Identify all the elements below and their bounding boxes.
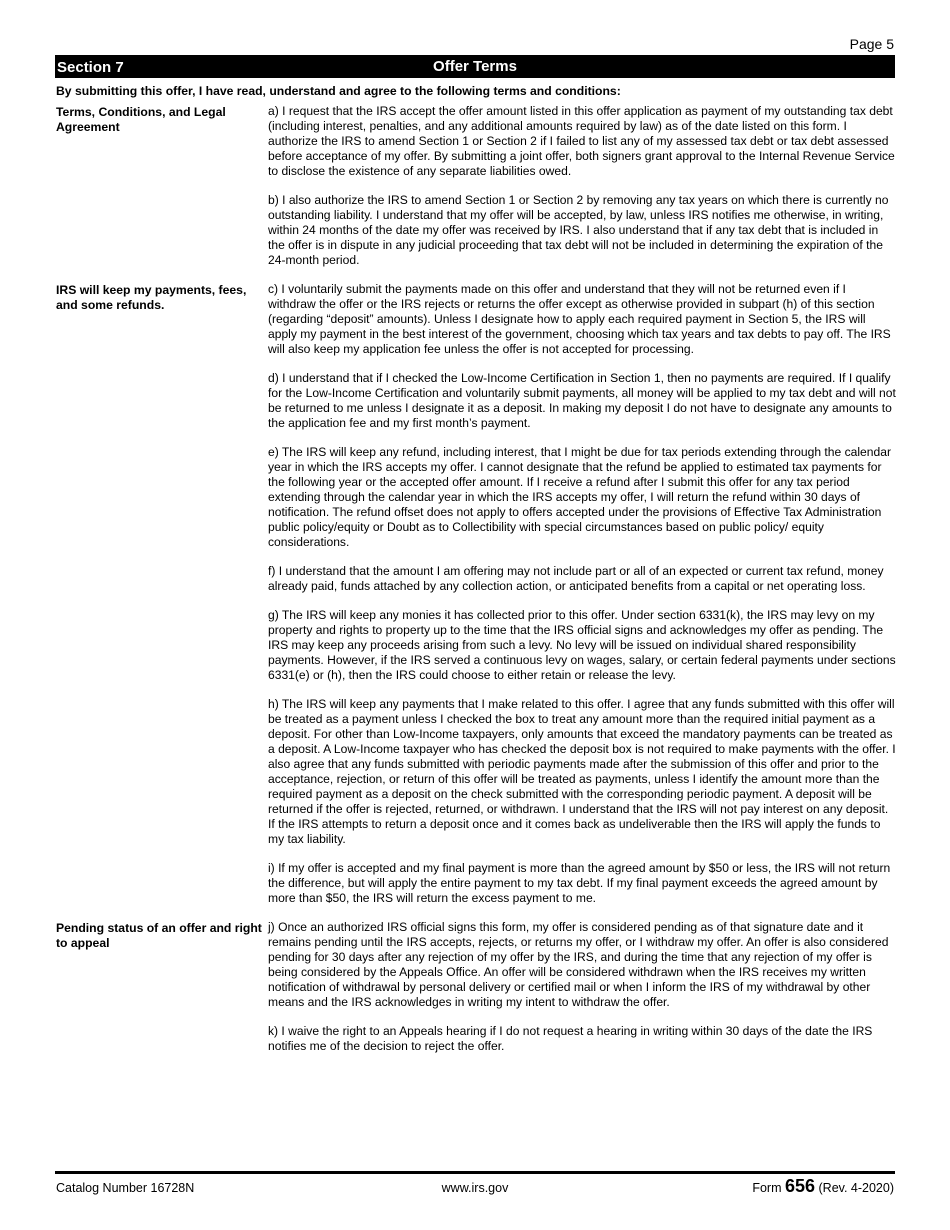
- website-link[interactable]: www.irs.gov: [441, 1181, 509, 1195]
- form-identifier: [752, 1176, 894, 1197]
- group-label: Terms, Conditions, and Legal Agreement: [56, 105, 226, 134]
- group-label: Pending status of an offer and right to appeal: [56, 921, 262, 950]
- terms-group-legal-agreement: [56, 104, 896, 282]
- footer-divider: [55, 1171, 895, 1174]
- term-paragraph-k: k) I waive the right to an Appeals hearing if I do not request a hearing in writing within 30 days of the date the IRS notifies me of the decision to reject the offer.: [268, 1024, 873, 1053]
- term-paragraph-e: e) The IRS will keep any refund, including interest, that I might be due for tax periods extending through the calendar year in which the IRS accepts my offer. I cannot designate that the refund be applied to estimated tax payments for the following year or the accepted offer amount. If I receive a refund after I submit this offer for any tax period extending through the calendar year in which the IRS accepts my offer, I will return the refund within 30 days of notification. The refund offset does not apply to offers accepted under the provisions of Effective Tax Administration public policy/equity or Doubt as to Collectibility with special circumstances based on public policy/ equity considerations.: [268, 445, 891, 549]
- term-paragraph-d: d) I understand that if I checked the Low-Income Certification in Section 1, then no payments are required. If I qualify for the Low-Income Certification and voluntarily submit payments, all money will be applied to my tax debt and will not be returned to me unless I designate it as a deposit. In making my deposit I do not have to designate any amounts to the application fee and my first month’s payment.: [268, 371, 896, 430]
- term-paragraph-j: j) Once an authorized IRS official signs this form, my offer is considered pending as of that signature date and it remains pending until the IRS accepts, rejects, or returns my offer, or I withdraw my offer. An offer is also considered pending for 30 days after any rejection of my offer by the IRS, and during the time that any rejection of my offer is being considered by the Appeals Office. An offer will be considered withdrawn when the IRS receives my written notification of withdrawal by personal delivery or certified mail or when I inform the IRS of my withdrawal by other means and the IRS acknowledges in writing my intent to withdraw the offer.: [268, 920, 889, 1009]
- term-paragraph-b: b) I also authorize the IRS to amend Section 1 or Section 2 by removing any tax years on which there is currently no outstanding liability. I understand that my offer will be accepted, by law, unless IRS notifies me otherwise, in writing, within 24 months of the date my offer was received by IRS. I also understand that if any tax debt that is included in the offer is in dispute in any judicial proceeding that tax debt will not be included in determining the expiration of the 24-month period.: [268, 193, 889, 267]
- page-footer: [56, 1176, 894, 1198]
- offer-terms-content: [56, 104, 896, 1068]
- term-paragraph-g: g) The IRS will keep any monies it has collected prior to this offer. Under section 6331(k), the IRS may levy on my property and rights to property up to the time that the IRS official signs and acknowledges my offer as pending. The IRS may keep any proceeds arising from such a levy. No levy will be issued on individual shared responsibility payments. However, if the IRS served a continuous levy on wages, salary, or certain federal payments under sections 6331(e) or (h), then the IRS could choose to either retain or release the levy.: [268, 608, 896, 682]
- group-body: [268, 282, 896, 920]
- intro-statement: By submitting this offer, I have read, understand and agree to the following terms and conditions:: [56, 84, 621, 98]
- group-label: IRS will keep my payments, fees, and some refunds.: [56, 283, 247, 312]
- section-label: Section 7: [57, 59, 124, 76]
- terms-group-pending-status-appeal: [56, 920, 896, 1068]
- term-paragraph-h: h) The IRS will keep any payments that I make related to this offer. I agree that any funds submitted with this offer will be treated as a payment unless I checked the box to treat any amount more than the required initial payment as a deposit. For other than Low-Income taxpayers, only amounts that exceed the mandatory payments can be treated as a deposit. A Low-Income taxpayer who has checked the deposit box is not required to make payments with the offer. I also agree that any funds submitted with periodic payments made after the submission of this offer and prior to the acceptance, rejection, or return of this offer will be treated as payments, unless I identify the amount more than the required payment as a deposit on the check submitted with the corresponding periodic payment. A deposit will be returned if the offer is rejected, returned, or withdrawn. I understand that the IRS will not pay interest on any deposit. If the IRS attempts to return a deposit once and it comes back as undeliverable then the IRS will apply the funds to my tax liability.: [268, 697, 896, 846]
- form-number: 656: [784, 1176, 816, 1196]
- catalog-number: Catalog Number 16728N: [56, 1181, 195, 1195]
- page-number: Page 5: [849, 36, 894, 52]
- form-revision: (Rev. 4-2020): [818, 1181, 894, 1195]
- group-body: [268, 920, 896, 1068]
- form-prefix: Form: [752, 1181, 782, 1195]
- term-paragraph-i: i) If my offer is accepted and my final payment is more than the agreed amount by $50 or less, the IRS will not return the difference, but will apply the entire payment to my tax debt. If my final payment exceeds the agreed amount by more than $50, the IRS will return the excess payment to me.: [268, 861, 891, 905]
- group-body: [268, 104, 896, 282]
- section-header-bar: [55, 55, 895, 78]
- term-paragraph-a: a) I request that the IRS accept the offer amount listed in this offer application as payment of my outstanding tax debt (including interest, penalties, and any additional amounts required by law) as of the date listed on this form. I authorize the IRS to amend Section 1 or Section 2 if I failed to list any of my assessed tax debt or tax debt assessed before acceptance of my offer. By submitting a joint offer, both signers grant approval to the Internal Revenue Service to disclose the existence of any separate liabilities owed.: [268, 104, 895, 178]
- term-paragraph-c: c) I voluntarily submit the payments made on this offer and understand that they will not be returned even if I withdraw the offer or the IRS rejects or returns the offer except as otherwise provided in subpart (h) of this section (regarding “deposit” amounts). Unless I designate how to apply each required payment in Section 5, the IRS will apply my payment in the best interest of the government, choosing which tax years and tax debts to pay off. The IRS will also keep my application fee unless the offer is not accepted for processing.: [268, 282, 891, 356]
- section-title: Offer Terms: [433, 58, 517, 75]
- terms-group-payments-fees-refunds: [56, 282, 896, 920]
- term-paragraph-f: f) I understand that the amount I am offering may not include part or all of an expected or current tax refund, money already paid, funds attached by any collection action, or anticipated benefits from a capital or net operating loss.: [268, 564, 884, 593]
